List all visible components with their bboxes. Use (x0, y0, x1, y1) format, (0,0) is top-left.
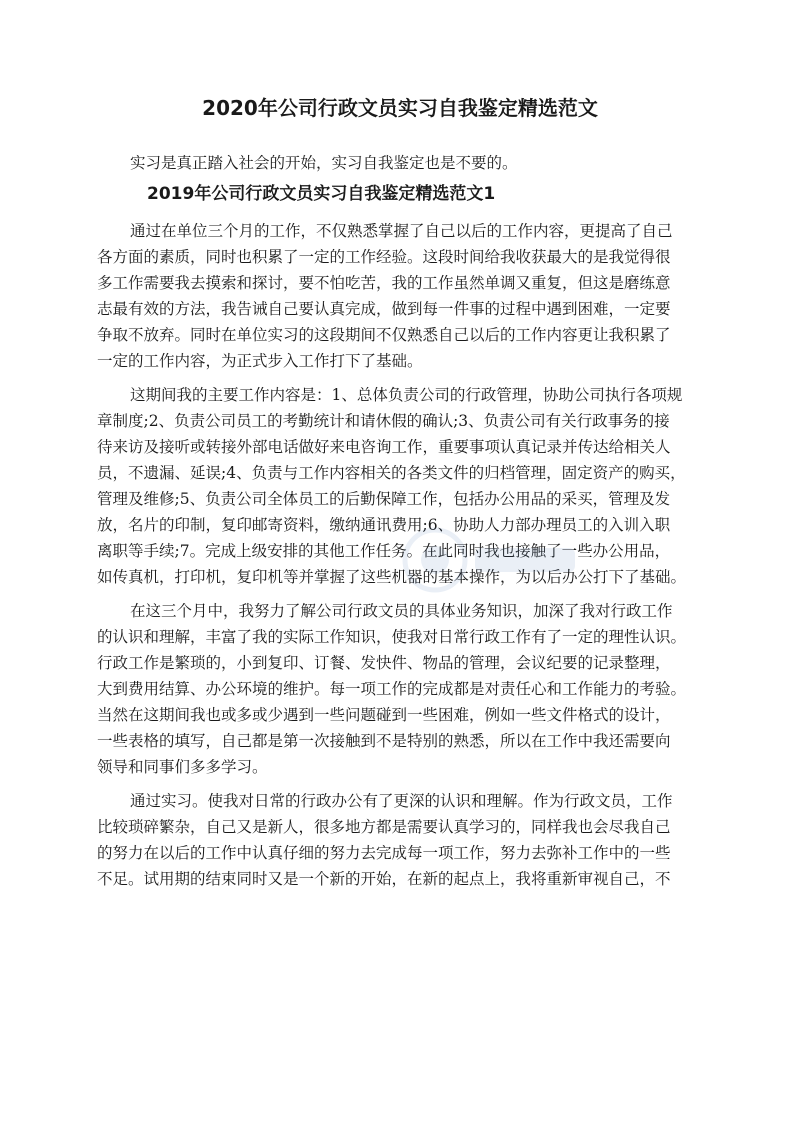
body-line: 争取不放弃。同时在单位实习的这段期间不仅熟悉自己以后的工作内容更让我积累了 (97, 326, 671, 344)
body-line: 志最有效的方法，我告诫自己要认真完成，做到每一件事的过程中遇到困难，一定要 (97, 300, 671, 318)
body-line: 当然在这期间我也或多或少遇到一些问题碰到一些困难，例如一些文件格式的设计， (97, 706, 671, 724)
body-line: 行政工作是繁琐的，小到复印、订餐、发快件、物品的管理，会议纪要的记录整理， (97, 654, 671, 672)
body-line: 通过在单位三个月的工作，不仅熟悉掌握了自己以后的工作内容，更提高了自己 (130, 222, 673, 240)
body-line: 一定的工作内容，为正式步入工作打下了基础。 (97, 352, 423, 370)
body-line: 通过实习。使我对日常的行政办公有了更深的认识和理解。作为行政文员，工作 (130, 792, 673, 810)
body-line: 不足。试用期的结束同时又是一个新的开始，在新的起点上，我将重新审视自己，不 (97, 870, 671, 888)
body-line: 员，不遗漏、延误;4、负责与工作内容相关的各类文件的归档管理，固定资产的购买， (97, 464, 686, 482)
body-line: 如传真机，打印机，复印机等并掌握了这些机器的基本操作，为以后办公打下了基础。 (97, 568, 687, 586)
body-line: 多工作需要我去摸索和探讨，要不怕吃苦，我的工作虽然单调又重复，但这是磨练意 (97, 274, 671, 292)
body-line: 这期间我的主要工作内容是：1、总体负责公司的行政管理，协助公司执行各项规 (130, 386, 683, 404)
document-title: 2020年公司行政文员实习自我鉴定精选范文 (202, 96, 598, 120)
body-line: 的认识和理解，丰富了我的实际工作知识，使我对日常行政工作有了一定的理性认识。 (97, 628, 687, 646)
body-line: 章制度;2、负责公司员工的考勤统计和请休假的确认;3、负责公司有关行政事务的接 (97, 412, 670, 430)
body-line: 大到费用结算、办公环境的维护。每一项工作的完成都是对责任心和工作能力的考验。 (97, 680, 687, 698)
body-line: 在这三个月中，我努力了解公司行政文员的具体业务知识，加深了我对行政工作 (130, 602, 673, 620)
body-line: 待来访及接听或转接外部电话做好来电咨询工作，重要事项认真记录并传达给相关人 (97, 438, 671, 456)
watermark-logo (395, 520, 585, 600)
body-line: 各方面的素质，同时也积累了一定的工作经验。这段时间给我收获最大的是我觉得很 (97, 248, 671, 266)
intro-paragraph: 实习是真正踏入社会的开始，实习自我鉴定也是不要的。 (130, 154, 518, 172)
body-line: 管理及维修;5、负责公司全体员工的后勤保障工作，包括办公用品的采买，管理及发 (97, 490, 671, 508)
section-title: 2019年公司行政文员实习自我鉴定精选范文1 (147, 184, 496, 204)
body-line: 放，名片的印制，复印邮寄资料，缴纳通讯费用;6、协助人力部办理员工的入训入职 (97, 516, 671, 534)
body-line: 的努力在以后的工作中认真仔细的努力去完成每一项工作，努力去弥补工作中的一些 (97, 844, 671, 862)
body-line: 领导和同事们多多学习。 (97, 758, 268, 776)
body-line: 比较琐碎繁杂，自己又是新人，很多地方都是需要认真学习的，同样我也会尽我自己 (97, 818, 671, 836)
body-line: 离职等手续;7。完成上级安排的其他工作任务。在此同时我也接触了一些办公用品， (97, 542, 671, 560)
body-line: 一些表格的填写，自己都是第一次接触到不是特别的熟悉，所以在工作中我还需要向 (97, 732, 671, 750)
